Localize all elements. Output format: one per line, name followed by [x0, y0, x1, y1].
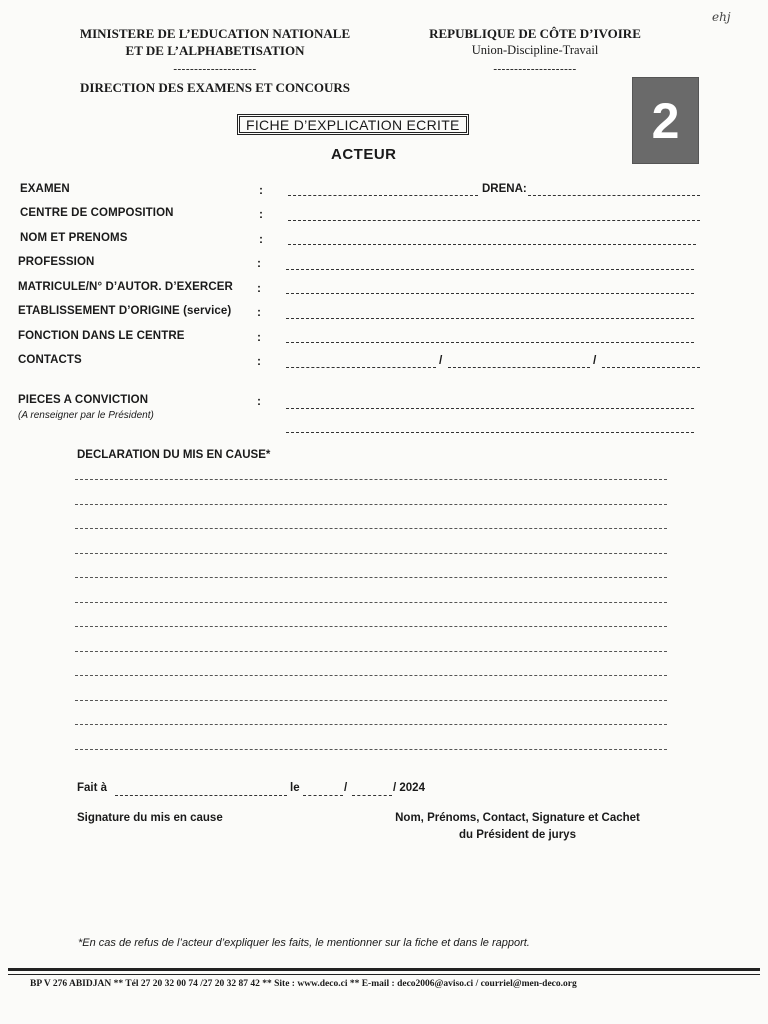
declaration-line[interactable] — [75, 504, 667, 505]
field-line-fonction[interactable] — [286, 342, 694, 343]
signature-left: Signature du mis en cause — [77, 812, 223, 824]
signature-president-line1: Nom, Prénoms, Contact, Signature et Cachet — [395, 812, 640, 824]
le-label: le — [290, 782, 300, 794]
drena-label: DRENA: — [482, 183, 527, 195]
declaration-line[interactable] — [75, 651, 667, 652]
date-month-line[interactable] — [352, 795, 392, 796]
field-colon: : — [259, 183, 263, 197]
form-number-badge: 2 — [632, 77, 699, 164]
date-day-line[interactable] — [303, 795, 343, 796]
ministry-header — [50, 25, 380, 59]
field-colon: : — [257, 330, 261, 344]
field-line-contact-2[interactable] — [448, 367, 590, 368]
ministry-line2: ET DE L’ALPHABETISATION — [125, 43, 305, 58]
field-label-contacts: CONTACTS — [18, 354, 82, 366]
field-colon: : — [257, 281, 261, 295]
form-title: FICHE D’EXPLICATION ECRITE — [237, 114, 469, 135]
footer-contact: BP V 276 ABIDJAN ** Tél 27 20 32 00 74 /27 20 32 87 42 ** Site : www.deco.ci ** E-mail : deco2006@aviso.ci / courriel@men-deco.org — [30, 979, 577, 989]
field-label-examen: EXAMEN — [20, 183, 70, 195]
republic-header: REPUBLIQUE DE CÔTE D’IVOIRE — [429, 26, 641, 41]
field-colon: : — [257, 394, 261, 408]
footer-rule-thick — [8, 968, 760, 971]
field-line-pieces-2[interactable] — [286, 432, 694, 433]
field-line-contact-3[interactable] — [602, 367, 700, 368]
contact-separator: / — [593, 353, 597, 367]
field-colon: : — [257, 354, 261, 368]
field-line-contact-1[interactable] — [286, 367, 436, 368]
field-line-drena[interactable] — [528, 195, 700, 196]
field-colon: : — [257, 305, 261, 319]
declaration-line[interactable] — [75, 700, 667, 701]
field-colon: : — [259, 207, 263, 221]
field-label-centre: CENTRE DE COMPOSITION — [20, 207, 174, 219]
signature-president-line2: du Président de jurys — [459, 829, 576, 841]
field-label-matricule: MATRICULE/N° D’AUTOR. D’EXERCER — [18, 281, 233, 293]
field-label-profession: PROFESSION — [18, 256, 95, 268]
date-year: / 2024 — [393, 782, 425, 794]
direction-header: DIRECTION DES EXAMENS ET CONCOURS — [80, 80, 350, 95]
ministry-line1: MINISTERE DE L’EDUCATION NATIONALE — [79, 26, 351, 41]
field-label-nom: NOM ET PRENOMS — [20, 232, 128, 244]
declaration-line[interactable] — [75, 602, 667, 603]
left-separator: -------------------- — [173, 63, 257, 75]
form-subtitle: ACTEUR — [331, 146, 397, 163]
declaration-line[interactable] — [75, 577, 667, 578]
field-line-nom[interactable] — [288, 244, 696, 245]
declaration-line[interactable] — [75, 479, 667, 480]
pieces-label: PIECES A CONVICTION — [18, 394, 149, 406]
footnote: *En cas de refus de l’acteur d’expliquer les faits, le mentionner sur la fiche et dans le rapport. — [78, 937, 530, 949]
field-colon: : — [257, 256, 261, 270]
field-line-matricule[interactable] — [286, 293, 694, 294]
field-label-etablissement: ETABLISSEMENT D’ORIGINE (service) — [18, 305, 232, 317]
contact-separator: / — [439, 353, 443, 367]
signature-president — [380, 810, 655, 844]
declaration-line[interactable] — [75, 553, 667, 554]
handwritten-mark: ehj — [712, 10, 731, 24]
fait-label: Fait à — [77, 782, 108, 794]
national-motto: Union-Discipline-Travail — [471, 43, 599, 57]
field-line-profession[interactable] — [286, 269, 694, 270]
declaration-line[interactable] — [75, 749, 667, 750]
field-colon: : — [259, 232, 263, 246]
declaration-line[interactable] — [75, 528, 667, 529]
field-line-examen[interactable] — [288, 195, 478, 196]
declaration-line[interactable] — [75, 626, 667, 627]
fait-place-line[interactable] — [115, 795, 287, 796]
pieces-note: (A renseigner par le Président) — [18, 410, 154, 421]
declaration-label: DECLARATION DU MIS EN CAUSE* — [77, 449, 271, 461]
date-separator: / — [344, 782, 348, 794]
field-line-etablissement[interactable] — [286, 318, 694, 319]
field-line-centre[interactable] — [288, 220, 700, 221]
field-label-fonction: FONCTION DANS LE CENTRE — [18, 330, 185, 342]
right-separator: -------------------- — [493, 63, 577, 75]
declaration-line[interactable] — [75, 675, 667, 676]
footer-rule-thin — [8, 974, 760, 975]
field-line-pieces-1[interactable] — [286, 408, 694, 409]
declaration-line[interactable] — [75, 724, 667, 725]
